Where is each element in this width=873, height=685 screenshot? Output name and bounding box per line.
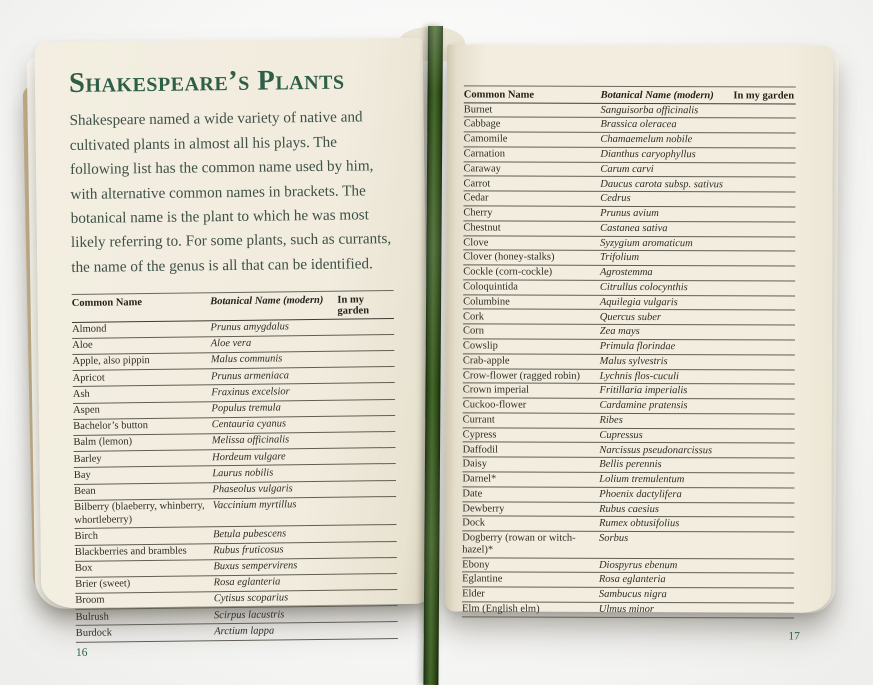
botanical-name-cell: Sorbus [599, 533, 629, 545]
botanical-name-cell: Dianthus caryophyllus [600, 148, 696, 161]
table-row [462, 532, 794, 560]
common-name-cell: Elder [462, 588, 485, 600]
botanical-name-cell: Phoenix dactylifera [599, 488, 682, 501]
column-header-in-my-garden: In my garden [733, 89, 795, 102]
table-row [462, 502, 794, 518]
common-name-cell: Cowslip [462, 340, 498, 352]
table-row [464, 162, 796, 178]
column-header-in-my-garden: In my garden [337, 294, 370, 317]
table-row [463, 310, 795, 326]
in-my-garden-cell [340, 527, 396, 528]
botanical-name-cell: Primula florindae [599, 340, 676, 353]
common-name-cell: Bachelor’s button [73, 420, 149, 433]
table-row [462, 472, 794, 488]
page-number-right: 17 [788, 630, 800, 643]
botanical-name-cell: Scirpus lacustris [213, 609, 285, 621]
common-name-cell: Blackberries and brambles [74, 545, 187, 558]
in-my-garden-cell [339, 466, 395, 467]
common-name-cell: Currant [462, 414, 495, 426]
botanical-name-cell: Ribes [599, 414, 623, 426]
botanical-name-cell: Laurus nobilis [212, 467, 274, 480]
botanical-name-cell: Vaccinium myrtillus [212, 499, 297, 512]
table-row [463, 177, 795, 193]
common-name-cell: Corn [462, 325, 485, 337]
common-name-cell: Crab-apple [462, 355, 510, 367]
table-row [462, 487, 794, 503]
table-row [464, 147, 796, 163]
table-row [462, 517, 794, 533]
in-my-garden-cell [338, 352, 394, 353]
common-name-cell: Brier (sweet) [75, 578, 131, 591]
botanical-name-cell: Rubus caesius [599, 503, 659, 515]
common-name-cell: Bay [73, 469, 91, 481]
common-name-cell: Bean [73, 485, 96, 497]
common-name-cell: Clover (honey-stalks) [463, 251, 555, 264]
botanical-name-cell: Syzygium aromaticum [600, 237, 693, 249]
botanical-name-cell: Rumex obtusifolius [599, 518, 680, 530]
common-name-cell: Carrot [463, 177, 491, 189]
botanical-name-cell: Prunus armeniaca [211, 369, 290, 382]
table-row [463, 339, 795, 355]
table-row [462, 587, 794, 603]
table-row [463, 295, 795, 311]
botanical-name-cell: Cedrus [600, 193, 631, 205]
right-page [445, 44, 833, 643]
common-name-cell: Barley [73, 453, 102, 465]
intro-paragraph: Shakespeare named a wide variety of native and cultivated plants in almost all his plays. The following list has the common name used by him, with alternative common names in brackets. The botanical name is the plant to which he was most likely referring to. For some plants, such as currants, the name of the genus is all that can be identified. [69, 108, 392, 276]
common-name-cell: Cockle (corn-cockle) [463, 266, 553, 278]
table-row [463, 428, 795, 444]
in-my-garden-cell [341, 559, 397, 560]
botanical-name-cell: Malus sylvestris [599, 355, 668, 367]
botanical-name-cell: Quercus suber [599, 311, 661, 323]
botanical-name-cell: Rosa eglanteria [213, 576, 281, 589]
common-name-cell: Aloe [72, 339, 93, 352]
table-row [464, 118, 796, 134]
page-title: Shakespeare’s Plants [68, 64, 345, 99]
common-name-cell: Coloquintida [463, 281, 519, 293]
in-my-garden-cell [339, 433, 395, 434]
botanical-name-cell: Sanguisorba officinalis [600, 104, 699, 116]
botanical-name-cell: Diospyrus ebenum [598, 559, 678, 571]
table-row [463, 369, 795, 385]
botanical-name-cell: Bellis perennis [599, 459, 662, 471]
table-row [464, 132, 796, 148]
botanical-name-cell: Melissa officinalis [211, 434, 290, 447]
table-row [463, 325, 795, 341]
table-row [464, 103, 796, 119]
table-row [76, 622, 398, 642]
in-my-garden-cell [341, 608, 397, 609]
common-name-cell: Cabbage [463, 118, 501, 130]
table-row [463, 280, 795, 296]
table-row [463, 384, 795, 400]
botanical-name-cell: Ulmus minor [598, 603, 654, 616]
in-my-garden-cell [339, 417, 395, 418]
botanical-name-cell: Lolium tremulentum [599, 473, 685, 486]
botanical-name-cell: Chamaemelum nobile [600, 134, 693, 146]
table-row [462, 573, 794, 589]
botanical-name-cell: Aloe vera [210, 338, 252, 350]
table-row [463, 265, 795, 281]
in-my-garden-cell [341, 591, 397, 592]
common-name-cell: Date [462, 488, 483, 500]
in-my-garden-cell [340, 543, 396, 544]
common-name-cell: Dogberry (rowan or witch-hazel)* [462, 532, 576, 556]
table-row [463, 251, 795, 267]
common-name-cell: Burdock [75, 627, 113, 639]
botanical-name-cell: Castanea sativa [600, 222, 668, 234]
common-name-cell: Birch [74, 530, 98, 542]
table-row [463, 399, 795, 415]
botanical-name-cell: Phaseolus vulgaris [212, 483, 293, 496]
common-name-cell: Bulrush [75, 611, 109, 623]
common-name-cell: Cuckoo-flower [462, 399, 527, 411]
botanical-name-cell: Trifolium [600, 252, 640, 264]
table-row [463, 192, 795, 208]
common-name-cell: Eglantine [462, 573, 503, 585]
common-name-cell: Bilberry (blaeberry, whinberry, whortleberry) [74, 500, 205, 526]
botanical-name-cell: Fritillaria imperialis [599, 385, 688, 397]
common-name-cell: Ebony [462, 559, 490, 571]
botanical-name-cell: Carum carvi [600, 163, 654, 175]
common-name-cell: Box [74, 562, 93, 575]
botanical-name-cell: Buxus sempervirens [213, 560, 298, 573]
botanical-name-cell: Agrostemma [599, 267, 653, 279]
common-name-cell: Cherry [463, 207, 493, 219]
botanical-name-cell: Populus tremula [211, 402, 281, 415]
common-name-cell: Crown imperial [462, 384, 530, 397]
in-my-garden-cell [338, 336, 394, 337]
botanical-name-cell: Narcissus pseudonarcissus [599, 444, 713, 456]
botanical-name-cell: Betula pubescens [212, 528, 287, 540]
botanical-name-cell: Citrullus colocynthis [599, 281, 688, 294]
common-name-cell: Almond [72, 323, 107, 336]
common-name-cell: Camomile [463, 133, 508, 145]
common-name-cell: Cedar [463, 192, 489, 204]
table-body [462, 103, 796, 618]
table-row [463, 221, 795, 237]
column-header-common-name: Common Name [71, 296, 143, 309]
table-row [463, 354, 795, 370]
common-name-cell: Clove [463, 237, 489, 249]
botanical-name-cell: Sambucus nigra [598, 589, 667, 601]
botanical-name-cell: Centauria cyanus [211, 418, 287, 431]
in-my-garden-cell [338, 385, 394, 386]
botanical-name-cell: Fraxinus excelsior [211, 386, 290, 399]
botanical-name-cell: Rosa eglanteria [598, 574, 666, 586]
common-name-cell: Aspen [72, 404, 100, 416]
common-name-cell: Balm (lemon) [73, 436, 133, 449]
left-page [35, 38, 430, 659]
table-header-row [72, 290, 394, 322]
common-name-cell: Dock [462, 517, 486, 529]
in-my-garden-cell [341, 575, 397, 576]
common-name-cell: Burnet [463, 103, 493, 116]
table-row [463, 206, 795, 222]
ribbon-bookmark [423, 26, 443, 685]
common-name-cell: Carnation [463, 148, 506, 160]
common-name-cell: Caraway [463, 163, 501, 175]
common-name-cell: Apple, also pippin [72, 355, 150, 368]
common-name-cell: Daffodil [462, 443, 498, 456]
table-row [74, 497, 396, 530]
in-my-garden-cell [338, 320, 394, 321]
botanical-name-cell: Malus communis [210, 353, 283, 366]
table-row [462, 558, 794, 574]
in-my-garden-cell [340, 498, 396, 499]
common-name-cell: Elm (English elm) [462, 603, 540, 615]
botanical-name-cell: Prunus avium [600, 207, 659, 220]
common-name-cell: Daisy [462, 458, 488, 470]
in-my-garden-cell [339, 450, 395, 451]
botanical-name-cell: Aquilegia vulgaris [599, 296, 678, 308]
botanical-name-cell: Daucus carota subsp. sativus [600, 178, 724, 190]
in-my-garden-cell [338, 369, 394, 370]
column-header-botanical-name: Botanical Name (modern) [210, 294, 324, 307]
botanical-name-cell: Rubus fruticosus [213, 544, 284, 557]
table-header-row [464, 85, 796, 104]
common-name-cell: Crow-flower (ragged robin) [462, 370, 581, 382]
in-my-garden-cell [339, 401, 395, 402]
common-name-cell: Broom [75, 595, 105, 607]
plants-table-right [462, 85, 796, 618]
botanical-name-cell: Prunus amygdalus [210, 321, 290, 334]
botanical-name-cell: Cardamine pratensis [599, 400, 688, 412]
table-row [463, 443, 795, 459]
table-row [462, 602, 794, 618]
common-name-cell: Dewberry [462, 503, 505, 515]
common-name-cell: Cork [463, 310, 485, 322]
table-row [463, 236, 795, 252]
botanical-name-cell: Brassica oleracea [600, 119, 677, 131]
table-body [72, 319, 398, 643]
botanical-name-cell: Hordeum vulgare [212, 450, 286, 463]
common-name-cell: Darnel* [462, 473, 497, 485]
botanical-name-cell: Zea mays [599, 326, 640, 338]
column-header-common-name: Common Name [463, 88, 535, 101]
column-header-botanical-name: Botanical Name (modern) [600, 89, 714, 101]
common-name-cell: Apricot [72, 372, 105, 384]
table-row [462, 458, 794, 474]
page-number-left: 16 [75, 646, 88, 659]
common-name-cell: Cypress [462, 429, 497, 441]
plants-table-left [72, 290, 398, 642]
in-my-garden-cell [341, 624, 397, 625]
botanical-name-cell: Arctium lappa [214, 625, 275, 638]
botanical-name-cell: Cytisus scoparius [213, 592, 289, 605]
table-row [463, 413, 795, 429]
botanical-name-cell: Cupressus [599, 429, 643, 441]
common-name-cell: Columbine [463, 296, 510, 308]
in-my-garden-cell [340, 482, 396, 483]
common-name-cell: Chestnut [463, 222, 501, 234]
common-name-cell: Ash [72, 388, 90, 400]
botanical-name-cell: Lychnis flos-cuculi [599, 370, 679, 382]
